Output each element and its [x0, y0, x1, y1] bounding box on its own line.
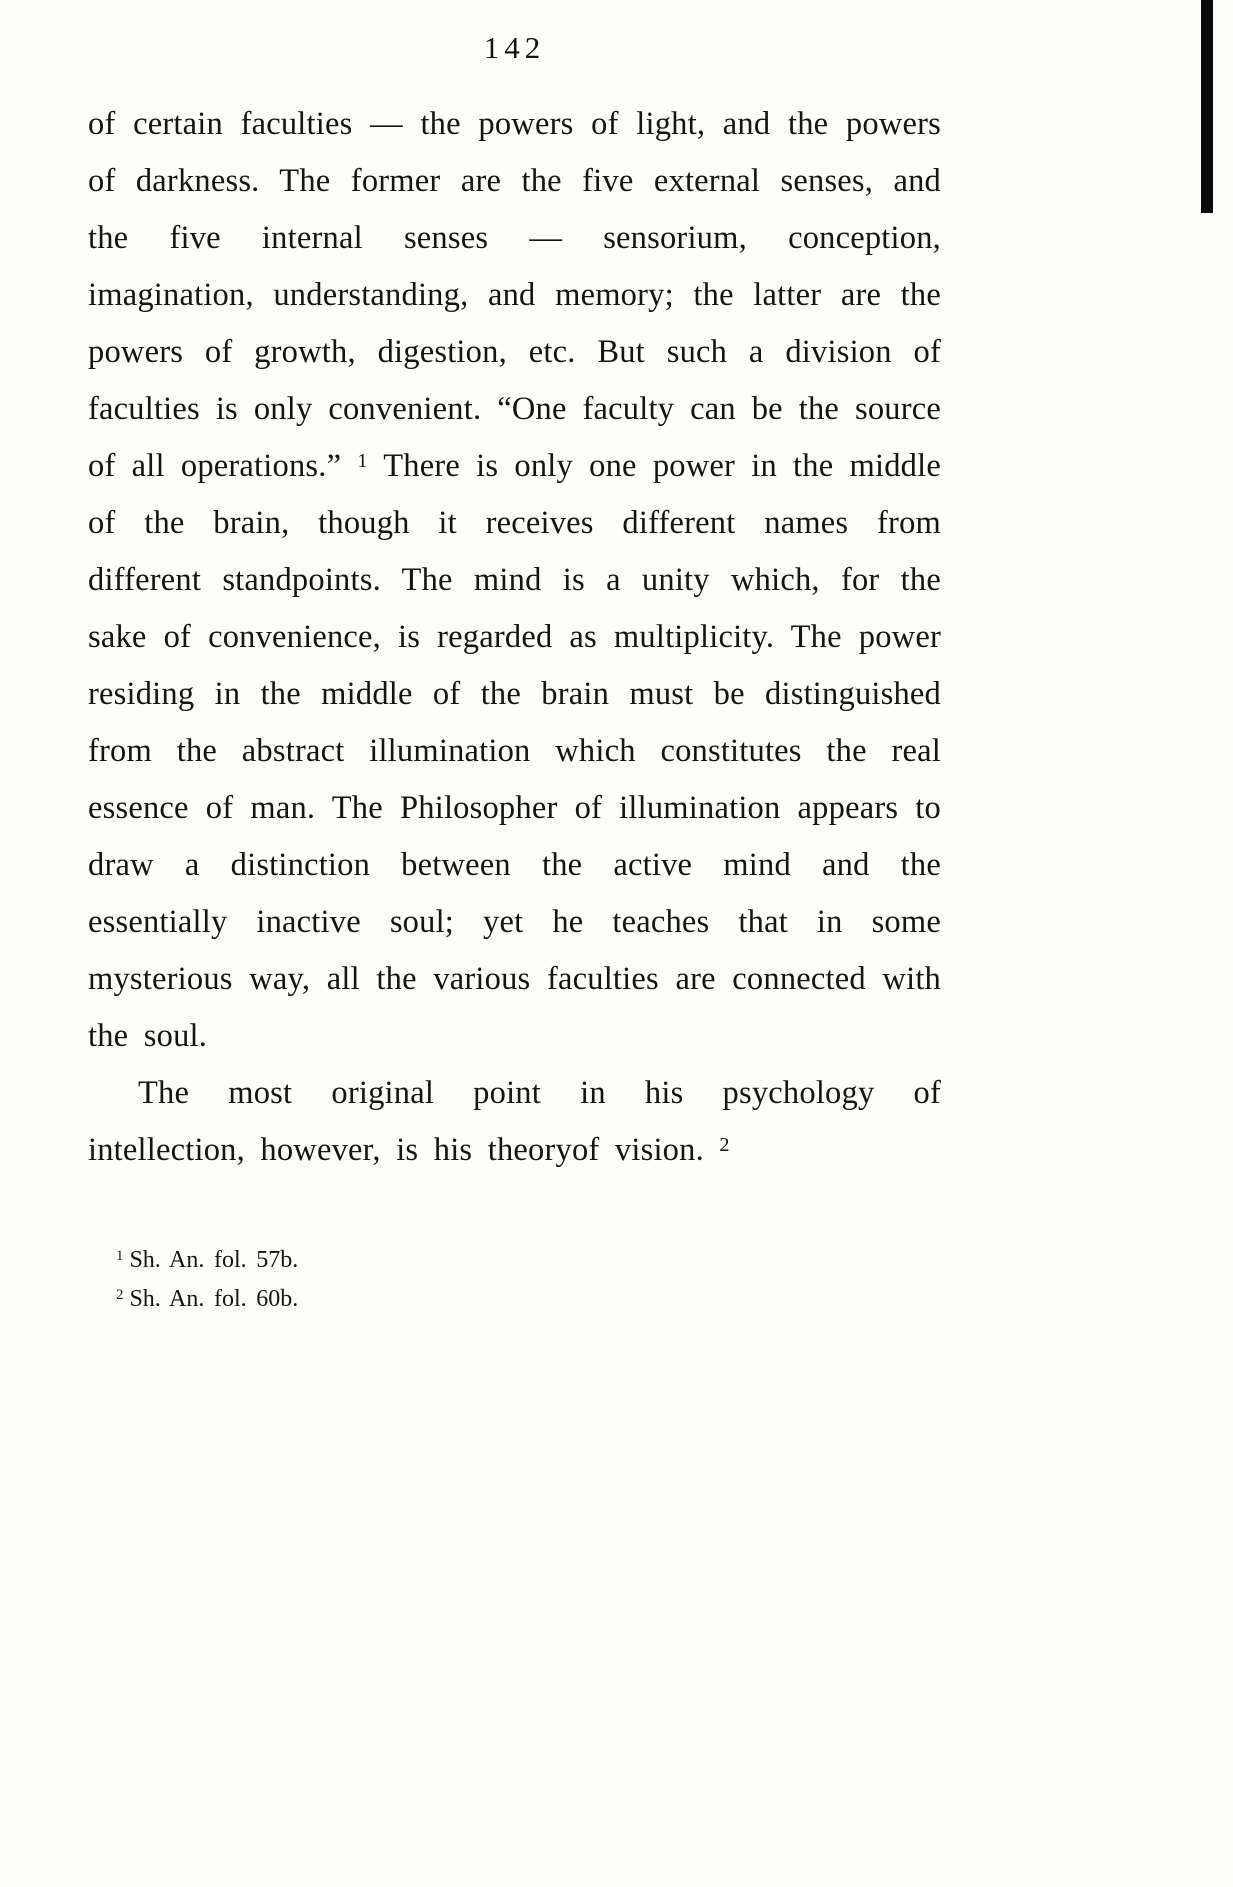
footnote-marker: 2	[719, 1134, 730, 1156]
footnote-marker: 2	[116, 1287, 124, 1303]
footnote-text: Sh. An. fol. 60b.	[129, 1286, 299, 1312]
footnote	[116, 1280, 941, 1319]
text-run: The most original point in his psychology of intellection, however, is his theoryof vision.	[88, 1075, 941, 1168]
paragraph	[88, 96, 941, 1065]
footnote-marker: 1	[116, 1248, 124, 1264]
paragraph	[88, 1065, 941, 1179]
text-run: of certain faculties — the powers of light, and the powers of darkness. The former are the five external senses, and the five internal senses — sensorium, conception, imagination, understanding, and memory; the latter are the powers of growth, digestion, etc. But such a division of faculties is only convenient. “One faculty can be the source of all operations.”	[88, 106, 941, 484]
footnote-marker: 1	[357, 450, 368, 472]
footnotes	[88, 1241, 941, 1319]
footnote	[116, 1241, 941, 1280]
page-number: 142	[483, 30, 546, 65]
page-content	[88, 30, 941, 1319]
text-run: There is only one power in the middle of the brain, though it receives different names from different standpoints. The mind is a unity which, for the sake of convenience, is regarded as multiplicity. The power residing in the middle of the brain must be distinguished from the abstract illumination which constitutes the real essence of man. The Philosopher of illumination appears to draw a distinction between the active mind and the essentially inactive soul; yet he teaches that in some mysterious way, all the various faculties are connected with the soul.	[88, 448, 941, 1054]
paragraphs	[88, 96, 941, 1179]
scan-artifact-bar	[1201, 0, 1213, 213]
footnote-text: Sh. An. fol. 57b.	[129, 1247, 299, 1273]
